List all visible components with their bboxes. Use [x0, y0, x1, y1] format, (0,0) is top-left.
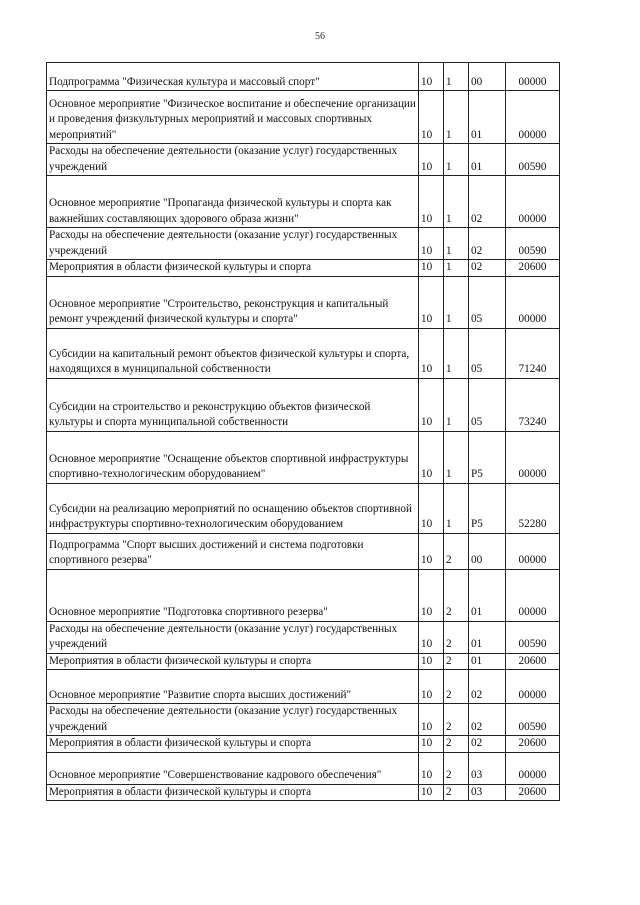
table-row [47, 569, 560, 621]
section-code-cell: 10 [419, 276, 444, 328]
expense-direction-cell: 00590 [506, 228, 560, 260]
section-code-cell: 10 [419, 431, 444, 483]
subsection-code-cell: 2 [444, 784, 469, 801]
expense-direction-cell: 00590 [506, 621, 560, 653]
table-row [47, 670, 560, 704]
program-code-cell: 01 [469, 653, 506, 670]
section-code-cell: 10 [419, 328, 444, 378]
row-name-cell: Основное мероприятие "Развитие спорта высших достижений" [47, 670, 419, 704]
row-name-cell: Расходы на обеспечение деятельности (оказание услуг) государственных учреждений [47, 621, 419, 653]
table-row [47, 144, 560, 176]
program-code-cell: 05 [469, 276, 506, 328]
table-row [47, 483, 560, 533]
subsection-code-cell: 1 [444, 228, 469, 260]
table-row [47, 704, 560, 736]
table-row [47, 533, 560, 569]
section-code-cell: 10 [419, 483, 444, 533]
row-name-cell: Расходы на обеспечение деятельности (оказание услуг) государственных учреждений [47, 144, 419, 176]
expense-direction-cell: 00000 [506, 533, 560, 569]
section-code-cell: 10 [419, 569, 444, 621]
expense-direction-cell: 20600 [506, 736, 560, 753]
expense-direction-cell: 00590 [506, 144, 560, 176]
section-code-cell: 10 [419, 653, 444, 670]
subsection-code-cell: 1 [444, 431, 469, 483]
expense-direction-cell: 00000 [506, 176, 560, 228]
expense-direction-cell: 00590 [506, 704, 560, 736]
section-code-cell: 10 [419, 784, 444, 801]
table-row [47, 228, 560, 260]
table-row [47, 784, 560, 801]
expense-direction-cell: 20600 [506, 784, 560, 801]
program-code-cell: 05 [469, 378, 506, 431]
program-code-cell: 01 [469, 569, 506, 621]
table-row [47, 752, 560, 784]
table-row [47, 621, 560, 653]
section-code-cell: 10 [419, 378, 444, 431]
expense-direction-cell: 71240 [506, 328, 560, 378]
subsection-code-cell: 2 [444, 704, 469, 736]
row-name-cell: Основное мероприятие "Совершенствование кадрового обеспечения" [47, 752, 419, 784]
section-code-cell: 10 [419, 144, 444, 176]
program-code-cell: 01 [469, 621, 506, 653]
subsection-code-cell: 2 [444, 621, 469, 653]
table-row [47, 276, 560, 328]
program-code-cell: 02 [469, 176, 506, 228]
budget-table-body [47, 63, 560, 801]
subsection-code-cell: 1 [444, 276, 469, 328]
section-code-cell: 10 [419, 91, 444, 144]
subsection-code-cell: 1 [444, 378, 469, 431]
subsection-code-cell: 2 [444, 670, 469, 704]
section-code-cell: 10 [419, 704, 444, 736]
row-name-cell: Расходы на обеспечение деятельности (оказание услуг) государственных учреждений [47, 228, 419, 260]
subsection-code-cell: 2 [444, 736, 469, 753]
row-name-cell: Основное мероприятие "Оснащение объектов спортивной инфраструктуры спортивно-технологическим оборудованием" [47, 431, 419, 483]
table-row [47, 260, 560, 277]
table-row [47, 63, 560, 91]
row-name-cell: Основное мероприятие "Строительство, реконструкция и капитальный ремонт учреждений физической культуры и спорта" [47, 276, 419, 328]
subsection-code-cell: 2 [444, 752, 469, 784]
subsection-code-cell: 1 [444, 260, 469, 277]
program-code-cell: 01 [469, 144, 506, 176]
program-code-cell: 03 [469, 752, 506, 784]
program-code-cell: 03 [469, 784, 506, 801]
row-name-cell: Подпрограмма "Физическая культура и массовый спорт" [47, 63, 419, 91]
program-code-cell: 02 [469, 228, 506, 260]
section-code-cell: 10 [419, 228, 444, 260]
subsection-code-cell: 1 [444, 176, 469, 228]
expense-direction-cell: 00000 [506, 276, 560, 328]
expense-direction-cell: 00000 [506, 752, 560, 784]
program-code-cell: 02 [469, 736, 506, 753]
subsection-code-cell: 2 [444, 653, 469, 670]
row-name-cell: Основное мероприятие "Физическое воспитание и обеспечение организации и проведения физкультурных мероприятий и массовых спортивных мероприятий" [47, 91, 419, 144]
table-row [47, 653, 560, 670]
subsection-code-cell: 1 [444, 63, 469, 91]
table-row [47, 431, 560, 483]
program-code-cell: 05 [469, 328, 506, 378]
section-code-cell: 10 [419, 176, 444, 228]
subsection-code-cell: 2 [444, 569, 469, 621]
expense-direction-cell: 20600 [506, 260, 560, 277]
expense-direction-cell: 00000 [506, 431, 560, 483]
table-row [47, 328, 560, 378]
program-code-cell: 00 [469, 63, 506, 91]
expense-direction-cell: 00000 [506, 670, 560, 704]
program-code-cell: P5 [469, 483, 506, 533]
program-code-cell: 01 [469, 91, 506, 144]
section-code-cell: 10 [419, 260, 444, 277]
subsection-code-cell: 1 [444, 144, 469, 176]
row-name-cell: Основное мероприятие "Пропаганда физической культуры и спорта как важнейших составляющих здорового образа жизни" [47, 176, 419, 228]
row-name-cell: Расходы на обеспечение деятельности (оказание услуг) государственных учреждений [47, 704, 419, 736]
row-name-cell: Мероприятия в области физической культуры и спорта [47, 653, 419, 670]
expense-direction-cell: 00000 [506, 91, 560, 144]
subsection-code-cell: 1 [444, 91, 469, 144]
row-name-cell: Мероприятия в области физической культуры и спорта [47, 736, 419, 753]
expense-direction-cell: 20600 [506, 653, 560, 670]
expense-direction-cell: 52280 [506, 483, 560, 533]
row-name-cell: Субсидии на строительство и реконструкцию объектов физической культуры и спорта муниципальной собственности [47, 378, 419, 431]
row-name-cell: Основное мероприятие "Подготовка спортивного резерва" [47, 569, 419, 621]
section-code-cell: 10 [419, 621, 444, 653]
subsection-code-cell: 2 [444, 533, 469, 569]
expense-direction-cell: 73240 [506, 378, 560, 431]
page-number: 56 [315, 31, 325, 42]
subsection-code-cell: 1 [444, 483, 469, 533]
expense-direction-cell: 00000 [506, 569, 560, 621]
section-code-cell: 10 [419, 670, 444, 704]
table-row [47, 736, 560, 753]
budget-table [46, 62, 560, 801]
section-code-cell: 10 [419, 736, 444, 753]
program-code-cell: 02 [469, 670, 506, 704]
program-code-cell: P5 [469, 431, 506, 483]
expense-direction-cell: 00000 [506, 63, 560, 91]
section-code-cell: 10 [419, 752, 444, 784]
table-row [47, 91, 560, 144]
program-code-cell: 02 [469, 704, 506, 736]
table-row [47, 176, 560, 228]
table-row [47, 378, 560, 431]
row-name-cell: Мероприятия в области физической культуры и спорта [47, 784, 419, 801]
program-code-cell: 02 [469, 260, 506, 277]
section-code-cell: 10 [419, 63, 444, 91]
row-name-cell: Субсидии на реализацию мероприятий по оснащению объектов спортивной инфраструктуры спортивно-технологическим оборудованием [47, 483, 419, 533]
row-name-cell: Подпрограмма "Спорт высших достижений и система подготовки спортивного резерва" [47, 533, 419, 569]
row-name-cell: Мероприятия в области физической культуры и спорта [47, 260, 419, 277]
subsection-code-cell: 1 [444, 328, 469, 378]
program-code-cell: 00 [469, 533, 506, 569]
row-name-cell: Субсидии на капитальный ремонт объектов физической культуры и спорта, находящихся в муниципальной собственности [47, 328, 419, 378]
section-code-cell: 10 [419, 533, 444, 569]
